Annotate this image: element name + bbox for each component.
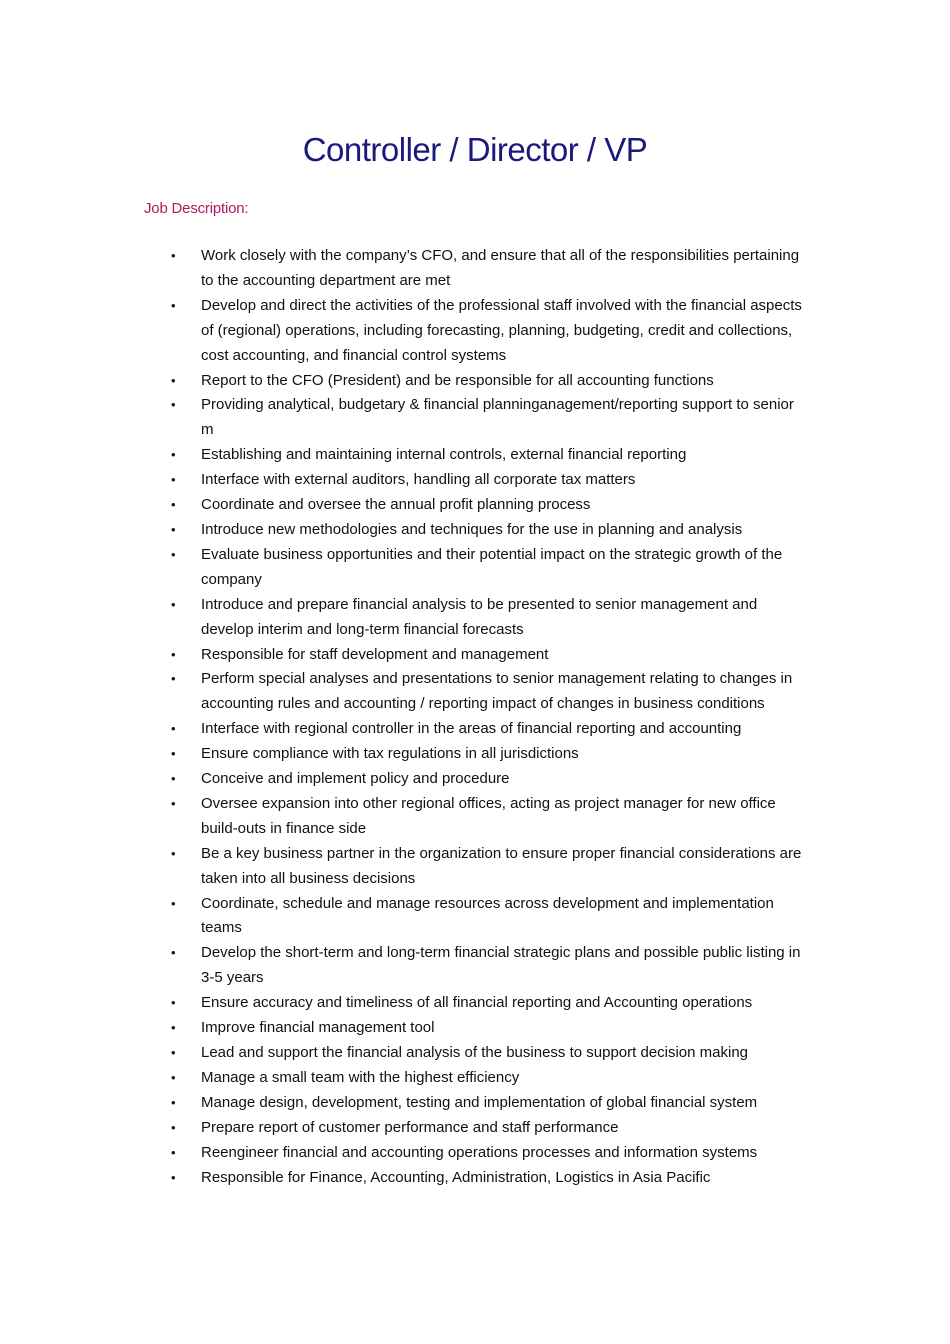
bullet-icon: • — [171, 546, 176, 562]
list-item — [0, 1116, 809, 1141]
page-title: Controller / Director / VP — [302, 131, 648, 168]
list-item — [0, 742, 809, 767]
bullet-icon: • — [171, 472, 176, 488]
duty-text: Coordinate, schedule and manage resources across development and implementation teams — [201, 894, 774, 937]
duty-text: Evaluate business opportunities and their potential impact on the strategic growth of the company — [201, 545, 783, 588]
duty-text: Report to the CFO (President) and be responsible for all accounting functions — [201, 371, 714, 389]
bullet-icon: • — [171, 1119, 176, 1135]
bullet-icon: • — [171, 795, 176, 811]
list-item — [0, 468, 809, 493]
bullet-icon: • — [171, 721, 176, 737]
list-item — [0, 369, 809, 394]
bullet-icon: • — [171, 297, 176, 313]
duty-text: Providing analytical, budgetary & financial planninganagement/reporting support to senior m — [201, 396, 794, 439]
bullet-icon: • — [171, 1069, 176, 1085]
bullet-icon: • — [171, 248, 176, 263]
duty-text: Lead and support the financial analysis of the business to support decision making — [201, 1044, 749, 1061]
bullet-icon: • — [171, 746, 176, 762]
bullet-icon: • — [171, 1020, 176, 1036]
list-item — [0, 991, 809, 1016]
section-heading-job-description: Job Description: — [144, 200, 249, 217]
bullet-icon: • — [171, 497, 176, 513]
list-item — [0, 717, 809, 742]
list-item — [0, 892, 809, 942]
bullet-icon: • — [171, 1169, 176, 1185]
list-item — [0, 842, 809, 892]
list-item — [0, 941, 809, 991]
list-item — [0, 443, 809, 468]
bullet-icon: • — [171, 845, 176, 861]
duty-text: Ensure accuracy and timeliness of all financial reporting and Accounting operations — [201, 994, 753, 1012]
job-duties-list — [0, 244, 950, 1190]
duty-text: Reengineer financial and accounting operations processes and information systems — [201, 1143, 758, 1161]
duty-text: Develop and direct the activities of the professional staff involved with the financial aspects of (regional) operations, including forecasting, planning, budgeting, credit and collections, cost accounting, and financial control systems — [201, 296, 802, 364]
duty-text: Develop the short-term and long-term financial strategic plans and possible public listing in 3-5 years — [201, 944, 801, 987]
duty-text: Be a key business partner in the organization to ensure proper financial considerations are taken into all business decisions — [201, 844, 802, 887]
list-item — [0, 1091, 809, 1116]
duty-text: Manage design, development, testing and implementation of global financial system — [201, 1093, 758, 1111]
list-item — [0, 393, 809, 443]
bullet-icon: • — [171, 945, 176, 961]
bullet-icon: • — [171, 895, 176, 911]
duty-text: Interface with regional controller in the areas of financial reporting and accounting — [201, 720, 742, 738]
duty-text: Coordinate and oversee the annual profit planning process — [201, 496, 591, 514]
list-item — [0, 1166, 809, 1191]
duty-text: Introduce new methodologies and techniques for the use in planning and analysis — [201, 520, 743, 538]
duty-text: Work closely with the company’s CFO, and ensure that all of the responsibilities pertaining to the accounting department are met — [201, 247, 800, 289]
bullet-icon: • — [171, 447, 176, 463]
duty-text: Prepare report of customer performance and staff performance — [201, 1118, 619, 1136]
duty-text: Manage a small team with the highest efficiency — [201, 1068, 520, 1086]
bullet-icon: • — [171, 1045, 176, 1060]
duty-text: Perform special analyses and presentations to senior management relating to changes in accounting rules and accounting / reporting impact of changes in business conditions — [201, 670, 793, 713]
list-item — [0, 643, 809, 668]
duty-text: Conceive and implement policy and procedure — [201, 770, 510, 788]
duty-text: Establishing and maintaining internal controls, external financial reporting — [201, 446, 687, 464]
duty-text: Introduce and prepare financial analysis to be presented to senior management and develop interim and long-term financial forecasts — [201, 595, 758, 638]
bullet-icon: • — [171, 397, 176, 413]
list-item — [0, 792, 809, 842]
list-item — [0, 294, 809, 369]
bullet-icon: • — [171, 1094, 176, 1110]
bullet-icon: • — [171, 596, 176, 612]
bullet-icon: • — [171, 671, 176, 687]
bullet-icon: • — [171, 771, 176, 787]
list-item — [0, 518, 809, 543]
list-item — [0, 1141, 809, 1166]
list-item — [0, 1041, 809, 1066]
bullet-icon: • — [171, 1144, 176, 1160]
bullet-icon: • — [171, 372, 176, 388]
list-item — [0, 1016, 809, 1041]
list-item — [0, 244, 809, 294]
duty-text: Ensure compliance with tax regulations in all jurisdictions — [201, 745, 579, 763]
duty-text: Responsible for Finance, Accounting, Administration, Logistics in Asia Pacific — [201, 1168, 711, 1186]
list-item — [0, 1066, 809, 1091]
bullet-icon: • — [171, 646, 176, 662]
list-item — [0, 593, 809, 643]
duty-text: Responsible for staff development and management — [201, 645, 549, 663]
duty-text: Improve financial management tool — [201, 1019, 435, 1037]
bullet-icon: • — [171, 521, 176, 537]
duty-text: Oversee expansion into other regional offices, acting as project manager for new office build-outs in finance side — [201, 794, 776, 837]
list-item — [0, 543, 809, 593]
list-item — [0, 493, 809, 518]
bullet-icon: • — [171, 995, 176, 1011]
duty-text: Interface with external auditors, handling all corporate tax matters — [201, 471, 636, 489]
list-item — [0, 667, 809, 717]
list-item — [0, 767, 809, 792]
